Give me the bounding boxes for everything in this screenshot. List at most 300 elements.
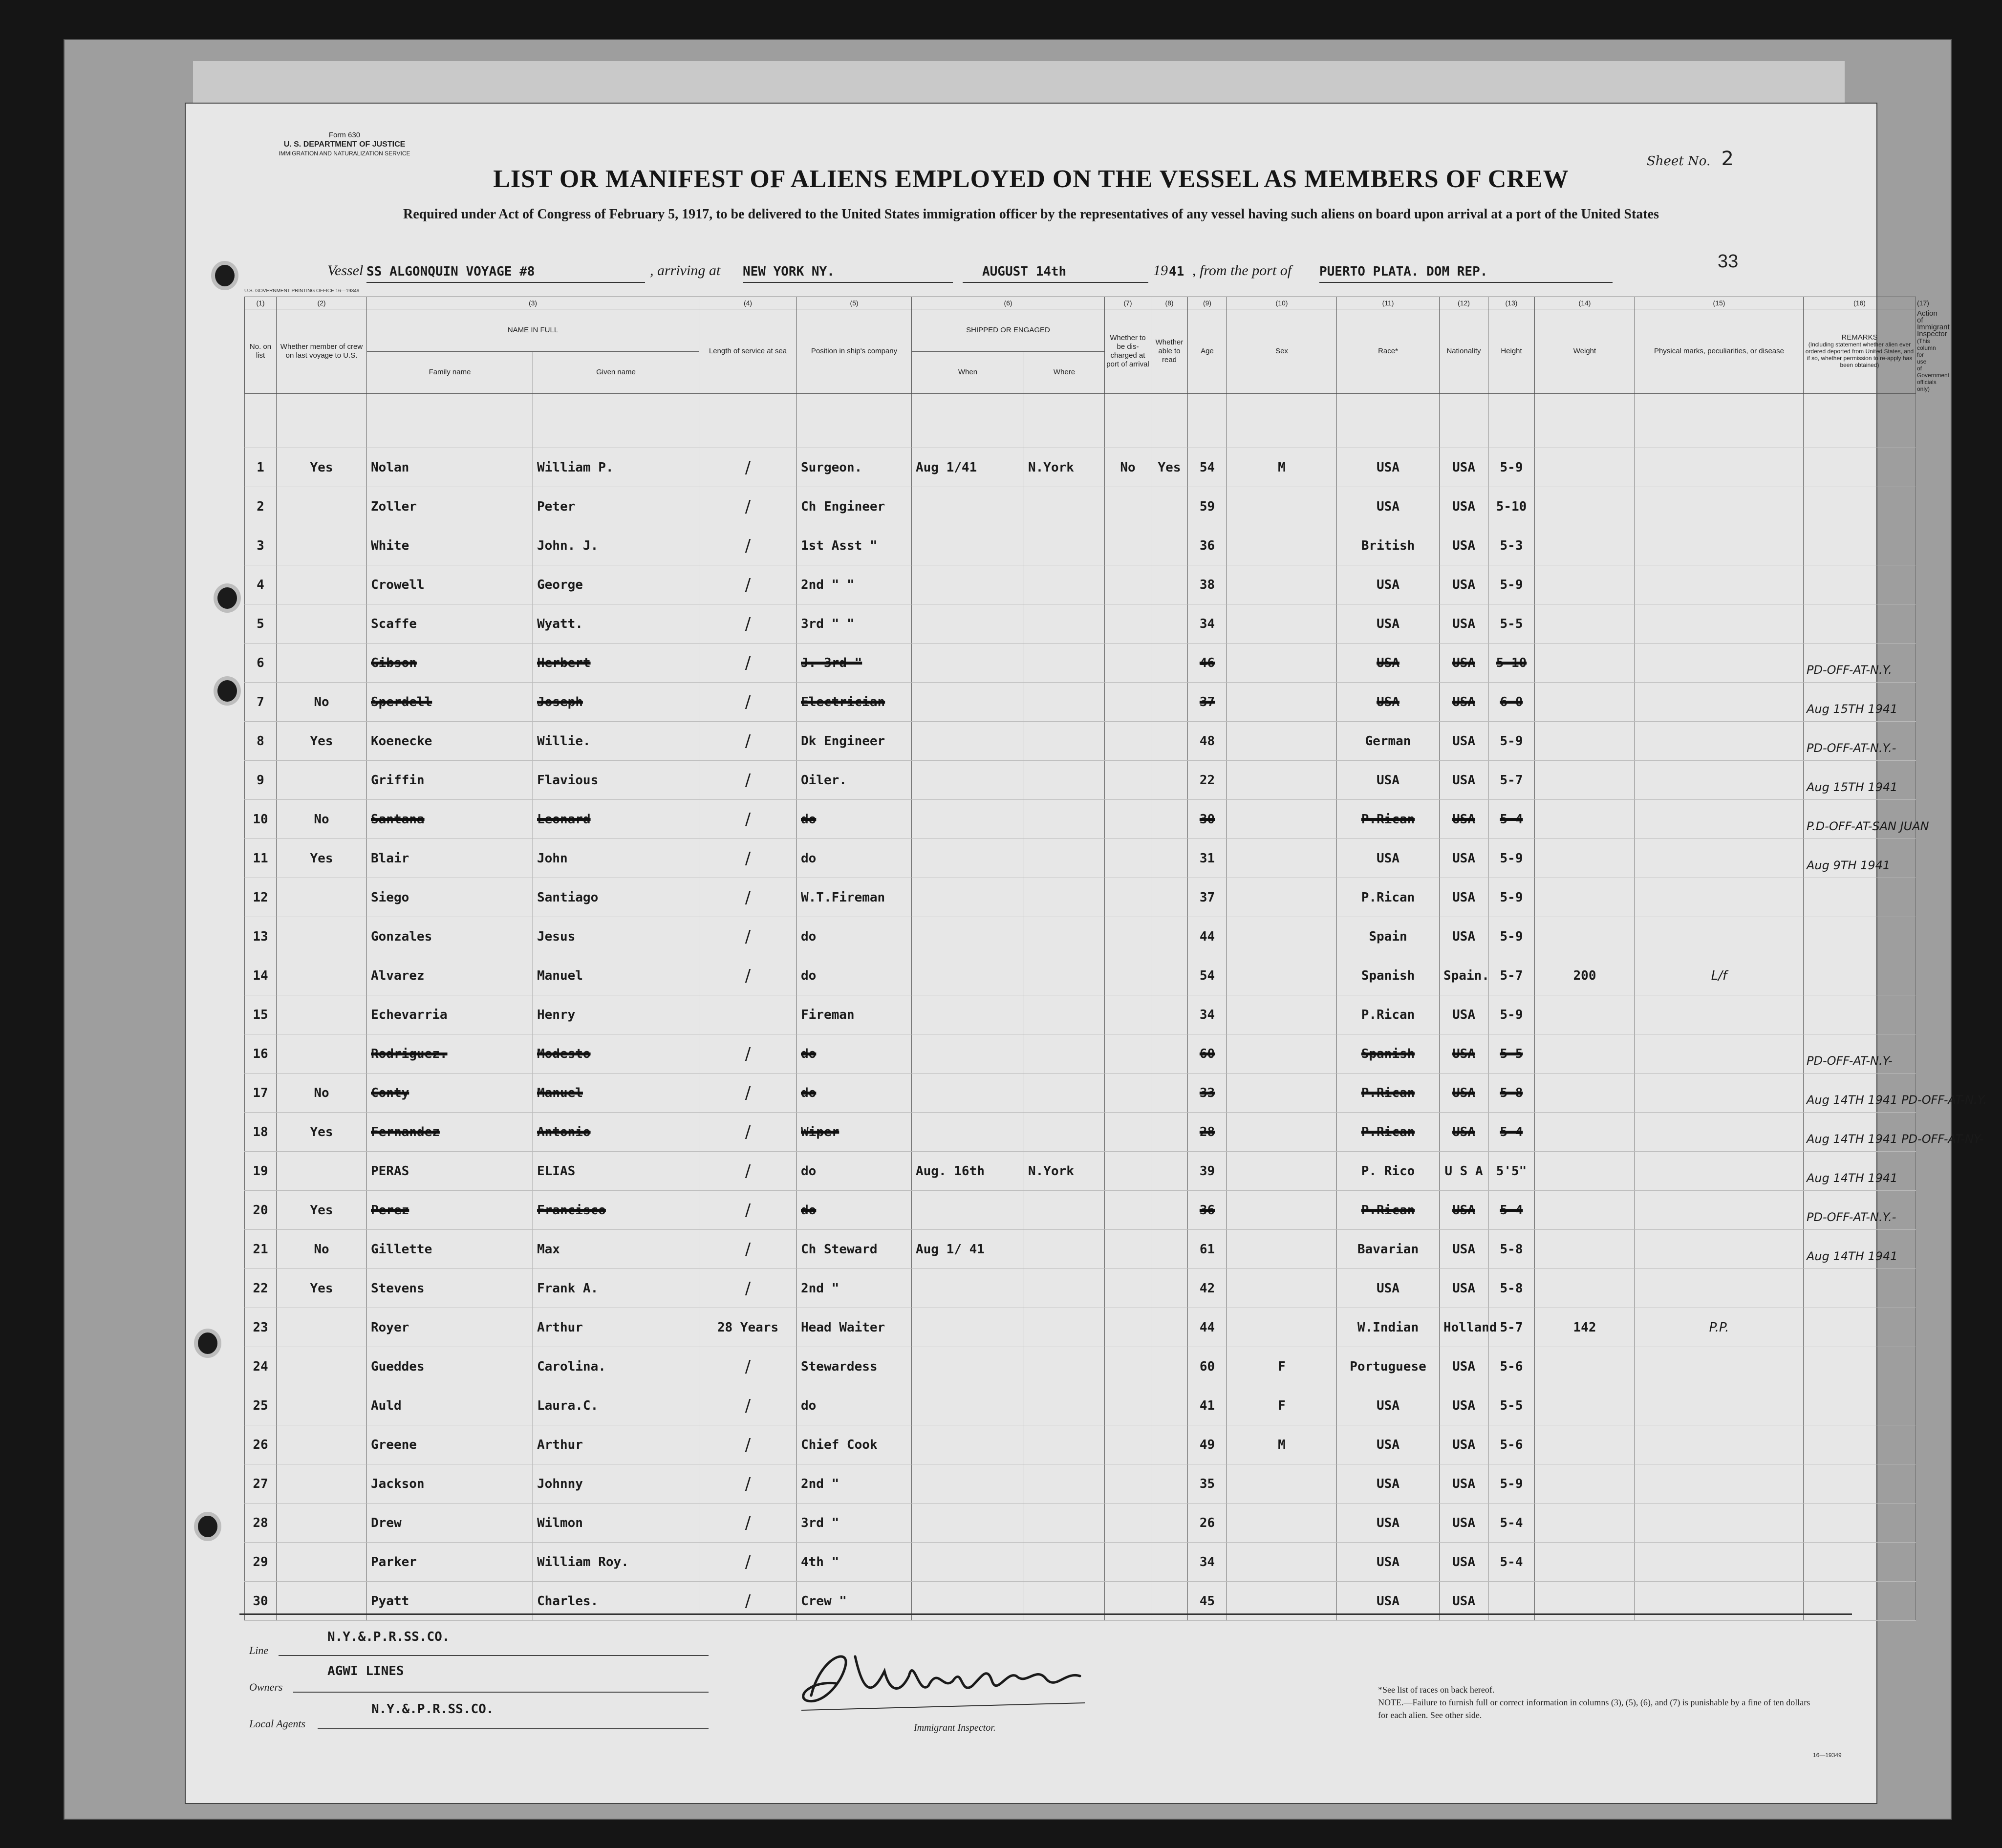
row-number-text: 1 <box>257 460 264 475</box>
header-length-service: Length of service at sea <box>699 309 797 394</box>
cell-age <box>1188 526 1227 565</box>
header-position: Position in ship's company <box>797 309 912 394</box>
cell-height <box>1488 1034 1535 1074</box>
table-row <box>245 1308 1916 1347</box>
age-text: 44 <box>1199 1320 1215 1335</box>
row-number-text: 22 <box>253 1281 268 1296</box>
cell-shipped-when <box>912 1034 1024 1074</box>
length-of-service-text: / <box>745 926 751 946</box>
cell-shipped-where <box>1024 995 1105 1034</box>
nationality-text: USA <box>1452 538 1475 553</box>
cell-age <box>1188 1230 1227 1269</box>
table-row <box>245 526 1916 565</box>
cell-physical-marks <box>1635 1152 1804 1191</box>
cell-sex <box>1227 956 1337 995</box>
cell-physical-marks <box>1635 487 1804 526</box>
cell-physical-marks <box>1635 448 1804 487</box>
cell-row-number <box>245 1269 277 1308</box>
nationality-text: USA <box>1452 1085 1475 1100</box>
cell-row-number <box>245 644 277 683</box>
cell-given-name <box>533 800 699 839</box>
cell-height <box>1488 683 1535 722</box>
cell-able-to-read <box>1151 956 1188 995</box>
cell-remarks <box>1804 878 1916 917</box>
given-name-text: Antonio <box>537 1124 591 1139</box>
cell-shipped-when <box>912 1269 1024 1308</box>
cell-height <box>1488 800 1535 839</box>
age-text: 34 <box>1199 616 1215 631</box>
family-name-text: Stevens <box>371 1281 425 1296</box>
cell-weight <box>1535 761 1635 800</box>
given-name-text: John <box>537 851 568 866</box>
cell-prev-voyage <box>277 565 367 604</box>
cell-weight <box>1535 839 1635 878</box>
cell-nationality <box>1440 1347 1488 1386</box>
race-text: USA <box>1377 1593 1399 1609</box>
row-number-text: 24 <box>253 1359 268 1374</box>
nationality-text: USA <box>1452 616 1475 631</box>
cell-race <box>1337 1308 1440 1347</box>
cell-prev-voyage <box>277 1230 367 1269</box>
given-name-text: Leonard <box>537 812 591 827</box>
cell-position <box>797 1074 912 1113</box>
cell-height <box>1488 487 1535 526</box>
length-of-service-text: / <box>745 1356 751 1376</box>
cell-weight <box>1535 1464 1635 1504</box>
cell-able-to-read <box>1151 917 1188 956</box>
cell-able-to-read <box>1151 487 1188 526</box>
cell-shipped-where <box>1024 1191 1105 1230</box>
cell-race <box>1337 722 1440 761</box>
cell-sex <box>1227 800 1337 839</box>
cell-weight <box>1535 1504 1635 1543</box>
cell-nationality <box>1440 1543 1488 1582</box>
cell-given-name <box>533 1034 699 1074</box>
row-number-text: 23 <box>253 1320 268 1335</box>
cell-able-to-read <box>1151 722 1188 761</box>
cell-able-to-read <box>1151 761 1188 800</box>
age-text: 45 <box>1199 1593 1215 1609</box>
cell-to-be-discharged <box>1105 644 1151 683</box>
race-text: USA <box>1377 616 1399 631</box>
cell-race <box>1337 1034 1440 1074</box>
race-text: USA <box>1377 655 1399 670</box>
race-text: Spanish <box>1361 968 1415 983</box>
length-of-service-text: / <box>745 770 751 790</box>
cell-physical-marks <box>1635 565 1804 604</box>
cell-family-name <box>367 761 533 800</box>
cell-physical-marks <box>1635 1191 1804 1230</box>
position-text: 2nd " " <box>801 577 855 592</box>
signature-graphic <box>792 1637 1095 1715</box>
shipped-when-text: Aug. 16th <box>916 1163 985 1179</box>
cell-shipped-when <box>912 1347 1024 1386</box>
cell-weight <box>1535 1425 1635 1464</box>
cell-shipped-where <box>1024 761 1105 800</box>
family-name-text: Gonzales <box>371 929 432 944</box>
table-row <box>245 878 1916 917</box>
cell-row-number <box>245 1034 277 1074</box>
cell-row-number <box>245 448 277 487</box>
position-text: do <box>801 1046 817 1061</box>
family-name-text: Greene <box>371 1437 417 1452</box>
cell-shipped-when <box>912 1191 1024 1230</box>
cell-given-name <box>533 1425 699 1464</box>
position-text: Crew " <box>801 1593 847 1609</box>
cell-sex <box>1227 839 1337 878</box>
cell-nationality <box>1440 1269 1488 1308</box>
row-number-text: 5 <box>257 616 264 631</box>
cell-prev-voyage <box>277 1074 367 1113</box>
height-text: 5-4 <box>1500 812 1523 827</box>
length-of-service-text: / <box>745 496 751 516</box>
length-of-service-text: / <box>745 966 751 986</box>
cell-to-be-discharged <box>1105 956 1151 995</box>
cell-age <box>1188 1074 1227 1113</box>
cell-able-to-read <box>1151 1347 1188 1386</box>
cell-shipped-when <box>912 1113 1024 1152</box>
cell-sex <box>1227 1113 1337 1152</box>
table-row <box>245 1504 1916 1543</box>
nationality-text: USA <box>1452 1515 1475 1530</box>
cell-given-name <box>533 526 699 565</box>
race-text: USA <box>1377 499 1399 514</box>
print-code: 16—19349 <box>1813 1752 1842 1759</box>
year-prefix: 19 <box>1153 262 1168 279</box>
cell-physical-marks <box>1635 644 1804 683</box>
cell-remarks <box>1804 683 1916 722</box>
cell-given-name <box>533 956 699 995</box>
race-text: Portuguese <box>1350 1359 1426 1374</box>
cell-age <box>1188 683 1227 722</box>
cell-able-to-read <box>1151 1504 1188 1543</box>
cell-height <box>1488 1191 1535 1230</box>
header-height: Height <box>1488 309 1535 394</box>
sheet-number: 2 <box>1721 148 1734 170</box>
cell-age <box>1188 917 1227 956</box>
cell-weight <box>1535 448 1635 487</box>
nationality-text: USA <box>1452 1398 1475 1413</box>
cell-physical-marks <box>1635 1269 1804 1308</box>
cell-length-of-service <box>699 1230 797 1269</box>
cell-race <box>1337 839 1440 878</box>
cell-weight <box>1535 956 1635 995</box>
cell-nationality <box>1440 487 1488 526</box>
table-row <box>245 644 1916 683</box>
cell-shipped-where <box>1024 1504 1105 1543</box>
manifest-page <box>185 103 1987 1804</box>
cell-remarks <box>1804 1269 1916 1308</box>
cell-age <box>1188 604 1227 644</box>
nationality-text: USA <box>1452 929 1475 944</box>
family-name-text: Crowell <box>371 577 425 592</box>
given-name-text: Frank A. <box>537 1281 599 1296</box>
position-text: W.T.Fireman <box>801 890 885 905</box>
cell-remarks <box>1804 1386 1916 1425</box>
remarks-text: P.D-OFF-AT-SAN JUAN <box>1807 819 1929 833</box>
given-name-text: Laura.C. <box>537 1398 599 1413</box>
table-row <box>245 683 1916 722</box>
length-of-service-text: / <box>745 1278 751 1298</box>
owners-value: AGWI LINES <box>327 1664 404 1678</box>
cell-to-be-discharged <box>1105 722 1151 761</box>
cell-length-of-service <box>699 1269 797 1308</box>
cell-age <box>1188 644 1227 683</box>
cell-sex <box>1227 1543 1337 1582</box>
cell-row-number <box>245 995 277 1034</box>
given-name-text: Max <box>537 1242 560 1257</box>
length-of-service-text: / <box>745 457 751 477</box>
cell-row-number <box>245 956 277 995</box>
family-name-text: Royer <box>371 1320 409 1335</box>
family-name-text: Scaffe <box>371 616 417 631</box>
age-text: 33 <box>1199 1085 1215 1100</box>
length-of-service-text: / <box>745 887 751 907</box>
cell-to-be-discharged <box>1105 1464 1151 1504</box>
cell-shipped-when <box>912 722 1024 761</box>
cell-age <box>1188 1113 1227 1152</box>
height-text: 5-10 <box>1496 499 1527 514</box>
cell-shipped-where <box>1024 487 1105 526</box>
age-text: 35 <box>1199 1476 1215 1491</box>
race-text: USA <box>1377 1554 1399 1569</box>
cell-given-name <box>533 1269 699 1308</box>
length-of-service-text: / <box>745 575 751 595</box>
cell-position <box>797 644 912 683</box>
cell-row-number <box>245 565 277 604</box>
col-num: (11) <box>1337 297 1440 309</box>
cell-race <box>1337 956 1440 995</box>
nationality-text: USA <box>1452 1359 1475 1374</box>
table-row <box>245 1464 1916 1504</box>
col-num: (16) <box>1804 297 1916 309</box>
cell-nationality <box>1440 1425 1488 1464</box>
cell-nationality <box>1440 1504 1488 1543</box>
prev-voyage-text: Yes <box>310 851 333 866</box>
table-row <box>245 1152 1916 1191</box>
cell-given-name <box>533 839 699 878</box>
cell-physical-marks <box>1635 917 1804 956</box>
given-name-text: Carolina. <box>537 1359 606 1374</box>
height-text: 5-9 <box>1500 733 1523 749</box>
cell-height <box>1488 761 1535 800</box>
remarks-text: Aug 14TH 1941 <box>1807 1249 1898 1263</box>
cell-length-of-service <box>699 1425 797 1464</box>
cell-row-number <box>245 1543 277 1582</box>
cell-sex <box>1227 917 1337 956</box>
cell-able-to-read <box>1151 1386 1188 1425</box>
row-number-text: 8 <box>257 733 264 749</box>
cell-age <box>1188 487 1227 526</box>
cell-weight <box>1535 995 1635 1034</box>
cell-prev-voyage <box>277 1152 367 1191</box>
cell-position <box>797 1347 912 1386</box>
cell-sex <box>1227 761 1337 800</box>
cell-row-number <box>245 1230 277 1269</box>
cell-position <box>797 1464 912 1504</box>
position-text: Dk Engineer <box>801 733 885 749</box>
nationality-text: USA <box>1452 733 1475 749</box>
cell-shipped-where <box>1024 800 1105 839</box>
given-name-text: Peter <box>537 499 576 514</box>
height-text: 5-3 <box>1500 538 1523 553</box>
table-row <box>245 487 1916 526</box>
cell-family-name <box>367 1074 533 1113</box>
cell-family-name <box>367 1191 533 1230</box>
nationality-text: USA <box>1452 851 1475 866</box>
cell-family-name <box>367 956 533 995</box>
cell-row-number <box>245 683 277 722</box>
position-text: Head Waiter <box>801 1320 885 1335</box>
nationality-text: USA <box>1452 655 1475 670</box>
family-name-text: Perez <box>371 1203 409 1218</box>
cell-position <box>797 1152 912 1191</box>
table-row <box>245 917 1916 956</box>
race-text: USA <box>1377 773 1399 788</box>
family-name-text: Gibson <box>371 655 417 670</box>
cell-nationality <box>1440 1308 1497 1347</box>
cell-family-name <box>367 448 533 487</box>
form-number: Form 630 <box>328 131 361 139</box>
penalty-note: NOTE.—Failure to furnish full or correct information in columns (3), (5), (6), and (7) is punishable by a fine of ten dollars for each alien. See other side. <box>1378 1698 1810 1720</box>
cell-given-name <box>533 878 699 917</box>
length-of-service-text: / <box>745 1239 751 1259</box>
cell-given-name <box>533 917 699 956</box>
cell-able-to-read <box>1151 1191 1188 1230</box>
age-text: 36 <box>1199 1203 1215 1218</box>
height-text: 5-8 <box>1500 1085 1523 1100</box>
col-num: (14) <box>1535 297 1635 309</box>
given-name-text: Francisco <box>537 1203 606 1218</box>
family-name-text: White <box>371 538 409 553</box>
race-text: German <box>1365 733 1411 749</box>
cell-sex <box>1227 1034 1337 1074</box>
nationality-text: U S A <box>1444 1163 1483 1179</box>
cell-nationality <box>1440 1074 1488 1113</box>
race-text: W.Indian <box>1357 1320 1419 1335</box>
position-text: 4th " <box>801 1554 840 1569</box>
cell-position <box>797 1308 912 1347</box>
cell-race <box>1337 644 1440 683</box>
cell-length-of-service <box>699 1074 797 1113</box>
cell-row-number <box>245 839 277 878</box>
cell-age <box>1188 565 1227 604</box>
cell-position <box>797 448 912 487</box>
cell-able-to-read <box>1151 1543 1188 1582</box>
row-number-text: 28 <box>253 1515 268 1530</box>
cell-physical-marks <box>1635 995 1804 1034</box>
row-number-text: 14 <box>253 968 268 983</box>
row-number-text: 21 <box>253 1242 268 1257</box>
cell-nationality <box>1440 722 1488 761</box>
cell-shipped-where <box>1024 917 1105 956</box>
to-be-discharged-text: No <box>1120 460 1136 475</box>
height-text: 5-4 <box>1500 1124 1523 1139</box>
cell-family-name <box>367 683 533 722</box>
cell-row-number <box>245 917 277 956</box>
cell-physical-marks <box>1635 604 1804 644</box>
nationality-text: USA <box>1452 890 1475 905</box>
cell-family-name <box>367 487 533 526</box>
cell-weight <box>1535 565 1635 604</box>
cell-to-be-discharged <box>1105 1191 1151 1230</box>
cell-remarks <box>1804 1464 1916 1504</box>
cell-to-be-discharged <box>1105 1543 1151 1582</box>
cell-prev-voyage <box>277 800 367 839</box>
cell-shipped-where <box>1024 1347 1105 1386</box>
cell-physical-marks <box>1635 1113 1804 1152</box>
col-num: (3) <box>367 297 699 309</box>
cell-able-to-read <box>1151 683 1188 722</box>
length-of-service-text: / <box>745 1591 751 1611</box>
cell-able-to-read <box>1151 1074 1188 1113</box>
row-number-text: 4 <box>257 577 264 592</box>
cell-remarks <box>1804 956 1916 995</box>
height-text: 5-7 <box>1500 773 1523 788</box>
cell-row-number <box>245 1113 277 1152</box>
cell-shipped-where <box>1024 839 1105 878</box>
cell-to-be-discharged <box>1105 1347 1151 1386</box>
cell-shipped-where <box>1024 1152 1105 1191</box>
prev-voyage-text: No <box>314 812 329 827</box>
cell-race <box>1337 1425 1440 1464</box>
cell-nationality <box>1440 956 1488 995</box>
cell-prev-voyage <box>277 1425 367 1464</box>
family-name-text: Fernandez <box>371 1124 440 1139</box>
row-number-text: 12 <box>253 890 268 905</box>
cell-remarks <box>1804 448 1916 487</box>
cell-physical-marks <box>1635 1034 1804 1074</box>
table-row <box>245 1347 1916 1386</box>
cell-shipped-when <box>912 487 1024 526</box>
given-name-text: Flavious <box>537 773 599 788</box>
cell-shipped-when <box>912 1425 1024 1464</box>
cell-family-name <box>367 878 533 917</box>
cell-shipped-where <box>1024 644 1105 683</box>
cell-shipped-when <box>912 1230 1024 1269</box>
cell-position <box>797 526 912 565</box>
nationality-text: USA <box>1452 1554 1475 1569</box>
given-name-text: Herbert <box>537 655 591 670</box>
cell-sex <box>1227 1308 1337 1347</box>
cell-remarks <box>1804 917 1916 956</box>
manifest-footer <box>239 1613 1852 1771</box>
cell-physical-marks <box>1635 1386 1804 1425</box>
cell-family-name <box>367 800 533 839</box>
race-text: Spain <box>1369 929 1407 944</box>
cell-height <box>1488 1543 1535 1582</box>
header-able-read: Whether able to read <box>1151 309 1188 394</box>
length-of-service-text: / <box>745 1122 751 1142</box>
col-num: (12) <box>1440 297 1488 309</box>
punch-hole <box>215 265 235 286</box>
race-text: P.Rican <box>1361 1203 1415 1218</box>
family-name-text: Griffin <box>371 773 425 788</box>
cell-nationality <box>1440 1386 1488 1425</box>
cell-sex <box>1227 1269 1337 1308</box>
remarks-title: REMARKS <box>1841 333 1878 342</box>
cell-remarks <box>1804 644 1916 683</box>
cell-prev-voyage <box>277 1191 367 1230</box>
cell-prev-voyage <box>277 1543 367 1582</box>
cell-nationality <box>1440 1464 1488 1504</box>
cell-length-of-service <box>699 1308 797 1347</box>
height-text: 5-5 <box>1500 1398 1523 1413</box>
cell-weight <box>1535 683 1635 722</box>
cell-family-name <box>367 1464 533 1504</box>
cell-physical-marks <box>1635 1074 1804 1113</box>
cell-shipped-when <box>912 800 1024 839</box>
